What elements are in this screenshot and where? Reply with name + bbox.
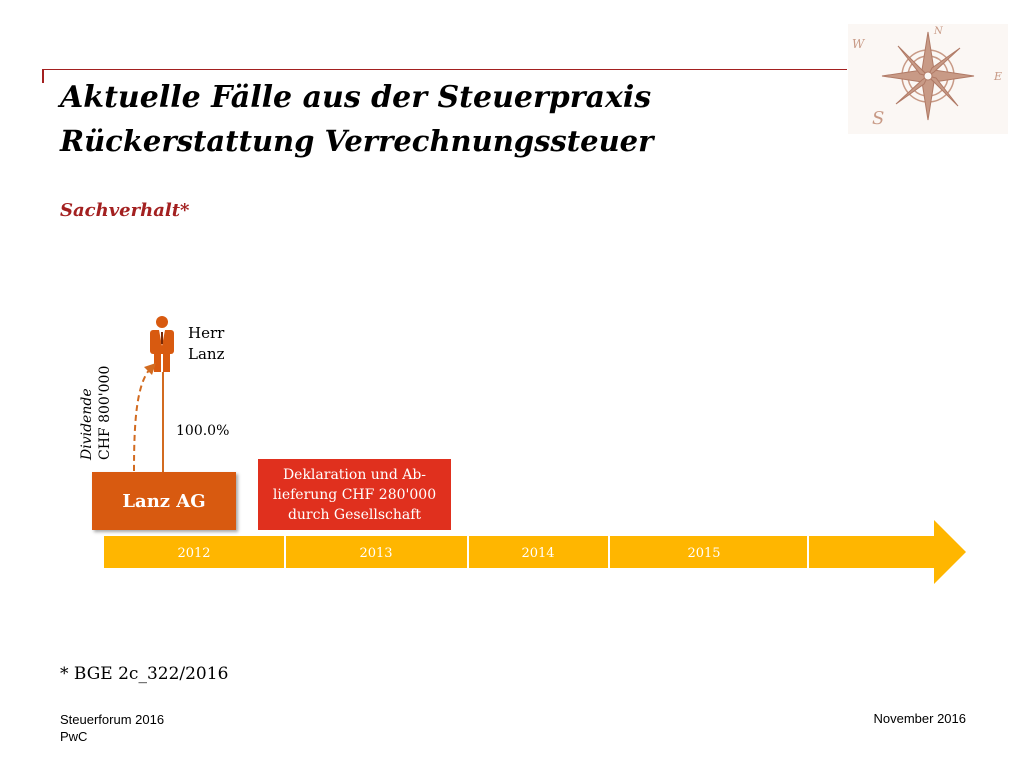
person-label	[188, 323, 224, 365]
dashed-curved-arrow-icon	[120, 355, 160, 473]
timeline-year: 2013	[359, 546, 393, 561]
timeline-arrow	[104, 520, 966, 584]
header-rule	[42, 69, 847, 70]
svg-text:W: W	[852, 37, 865, 51]
compass-rose-icon	[848, 24, 1008, 134]
svg-text:E: E	[994, 70, 1003, 83]
dividend-label-line2: CHF 800'000	[97, 365, 113, 460]
dividend-label	[78, 320, 114, 460]
person-label-line1: Herr	[188, 324, 225, 342]
svg-text:N: N	[934, 26, 943, 37]
declaration-line1: Deklaration und Ab-	[282, 466, 427, 483]
footer-left	[60, 711, 164, 745]
ownership-line	[162, 372, 164, 472]
svg-text:S: S	[872, 108, 885, 129]
dividend-label-line1: Dividende	[79, 388, 95, 460]
timeline-year: 2012	[177, 546, 211, 561]
footnote: * BGE 2c_322/2016	[60, 664, 229, 684]
declaration-line2: lieferung CHF 280'000	[272, 486, 437, 503]
section-heading: Sachverhalt*	[60, 200, 190, 221]
footer-company: PwC	[60, 729, 88, 744]
company-box: Lanz AG	[92, 472, 236, 530]
person-label-line2: Lanz	[188, 345, 225, 363]
declaration-line3: durch Gesellschaft	[287, 506, 422, 523]
header-rule-tick	[42, 69, 44, 83]
timeline-year: 2014	[521, 546, 555, 561]
ownership-percentage: 100.0%	[176, 423, 230, 439]
timeline-year: 2015	[687, 546, 721, 561]
page-title: Aktuelle Fälle aus der Steuerpraxis	[60, 80, 652, 115]
footer-event: Steuerforum 2016	[60, 712, 165, 727]
page-subtitle: Rückerstattung Verrechnungssteuer	[60, 124, 654, 158]
footer-date: November 2016	[873, 711, 966, 726]
